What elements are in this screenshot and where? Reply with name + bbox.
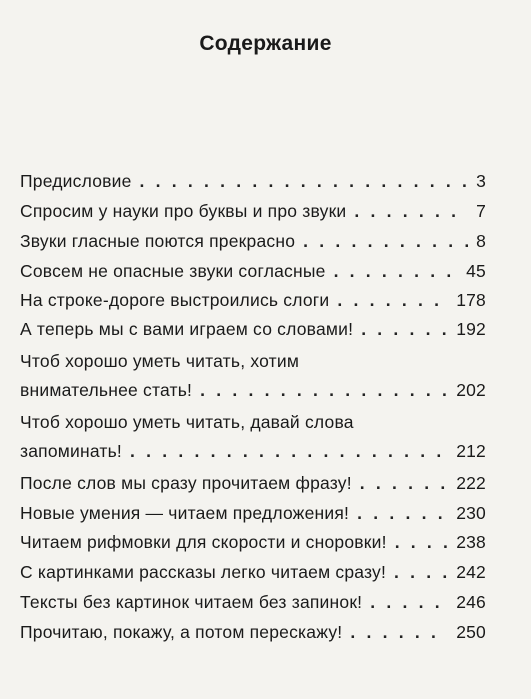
toc-entry [20, 318, 486, 340]
dot-leader [200, 379, 448, 401]
toc-entry-page: 178 [456, 290, 486, 310]
toc-entry-title: На строке-дороге выстроились слоги [20, 290, 330, 310]
dot-leader [130, 440, 448, 462]
dot-leader [337, 289, 448, 311]
toc-entry-title: Совсем не опасные звуки согласные [20, 261, 326, 281]
toc-entry-page: 246 [456, 592, 486, 612]
toc-entry-title-line1: Чтоб хорошо уметь читать, хотим [20, 351, 300, 371]
toc-entry-page: 238 [456, 532, 486, 552]
toc-entry-title: Прочитаю, покажу, а потом перескажу! [20, 622, 343, 642]
toc-entry [20, 260, 486, 282]
toc-entry [20, 502, 486, 524]
page-title: Содержание [199, 32, 332, 55]
toc-entry [20, 472, 486, 494]
toc-entry [20, 230, 486, 252]
dot-leader [361, 318, 448, 340]
toc-entry-page: 242 [456, 562, 486, 582]
toc-entry-title: Новые умения — читаем предложения! [20, 503, 350, 523]
toc-entry-title: После слов мы сразу прочитаем фразу! [20, 473, 352, 493]
toc-entry-page: 222 [456, 473, 486, 493]
toc-entry-title: А теперь мы с вами играем со словами! [20, 319, 354, 339]
toc-entry [20, 350, 486, 401]
toc-entry [20, 170, 486, 192]
toc-entry-title-line2: внимательнее стать! [20, 380, 193, 400]
toc-entry-page: 8 [476, 231, 486, 251]
dot-leader [370, 591, 448, 613]
toc-entry-title: Спросим у науки про буквы и про звуки [20, 201, 347, 221]
dot-leader [360, 472, 448, 494]
toc-entry-page: 230 [456, 503, 486, 523]
toc-entry-title: Звуки гласные поются прекрасно [20, 231, 296, 251]
toc-entry-page: 250 [456, 622, 486, 642]
toc-entry [20, 200, 486, 222]
toc-entry [20, 531, 486, 553]
dot-leader [354, 200, 468, 222]
toc-entry [20, 621, 486, 643]
dot-leader [357, 502, 448, 524]
dot-leader [350, 621, 448, 643]
toc-entry [20, 411, 486, 462]
toc-entry-title-line1: Чтоб хорошо уметь читать, давай слова [20, 412, 354, 432]
dot-leader [395, 531, 449, 553]
toc-entry-title-line2: запоминать! [20, 441, 122, 461]
toc-entry-title: Читаем рифмовки для скорости и сноровки! [20, 532, 387, 552]
dot-leader [303, 230, 468, 252]
toc-entry-page: 3 [476, 171, 486, 191]
toc-entry-title: Предисловие [20, 171, 132, 191]
toc-entry [20, 289, 486, 311]
toc-entry [20, 561, 486, 583]
dot-leader [334, 260, 459, 282]
toc-entry-title: С картинками рассказы легко читаем сразу! [20, 562, 387, 582]
dot-leader [140, 170, 469, 192]
toc-entry-page: 45 [466, 261, 486, 281]
toc-entry-page: 7 [476, 201, 486, 221]
toc-entry-page: 192 [456, 319, 486, 339]
toc-entry [20, 591, 486, 613]
dot-leader [394, 561, 448, 583]
toc-entry-page: 202 [456, 380, 486, 400]
toc-entry-title: Тексты без картинок читаем без запинок! [20, 592, 363, 612]
toc-entry-page: 212 [456, 441, 486, 461]
